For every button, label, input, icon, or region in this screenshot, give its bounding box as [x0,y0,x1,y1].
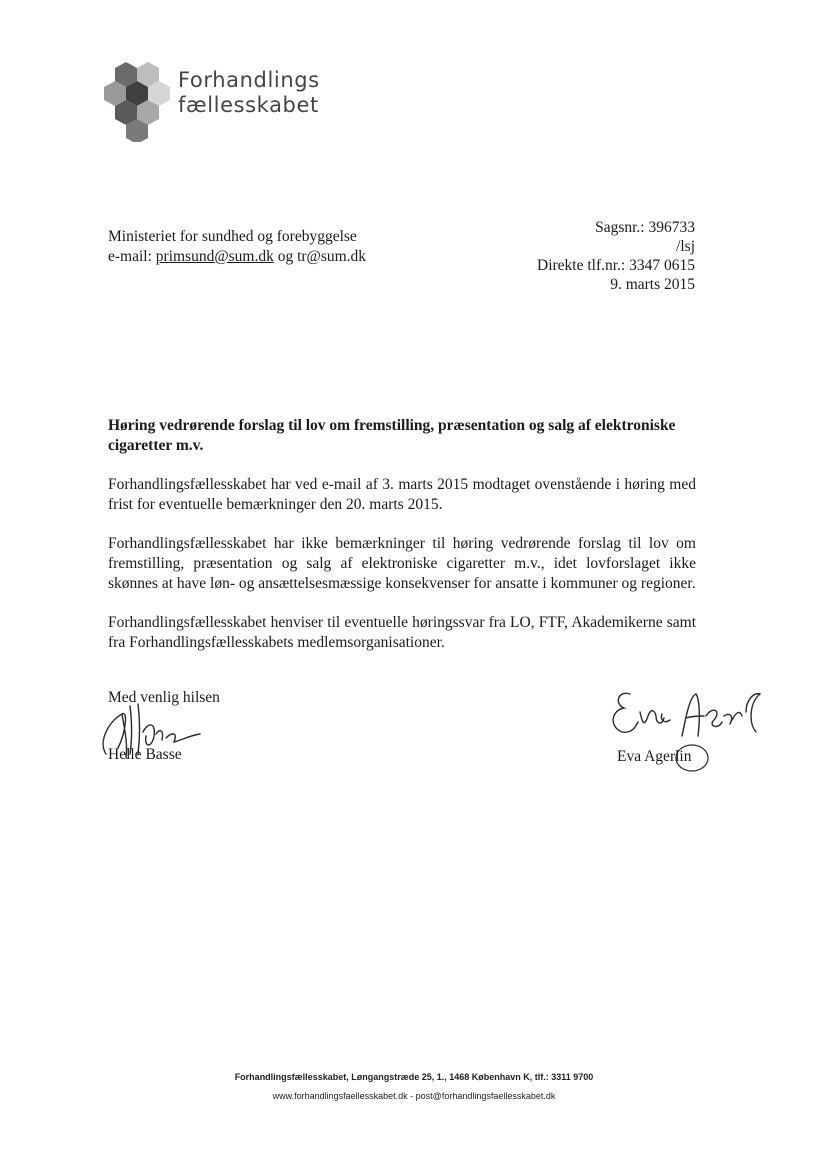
reference-block [537,218,695,294]
signatory-2-name: Eva Agerlin [617,748,692,765]
letter-body [108,416,696,672]
email-label: e-mail: [108,248,152,265]
email-link-secondary[interactable]: tr@sum.dk [297,248,367,265]
email-join-word: og [277,248,294,265]
closing-greeting: Med venlig hilsen [108,689,220,706]
letter-footer [0,1068,828,1106]
paragraph-3: Forhandlingsfællesskabet henviser til eventuelle høringssvar fra LO, FTF, Akademikerne samt fra Forhandlingsfællesskabets medlemsorganisationer. [108,614,696,651]
paragraph-1: Forhandlingsfællesskabet har ved e-mail af 3. marts 2015 modtaget ovenstående i høring med frist for eventuelle bemærkninger den 20. marts 2015. [108,476,696,513]
footer-web-contact: www.forhandlingsfaellesskabet.dk - post@forhandlingsfaellesskabet.dk [272,1091,556,1101]
logo-text-line1: Forhandlings [178,68,320,92]
organization-logo [104,58,344,142]
paragraph-2: Forhandlingsfællesskabet har ikke bemærkninger til høring vedrørende forslag til lov om fremstilling, præsentation og salg af elektroniske cigaretter m.v., idet lovforslaget ikke skønnes at have løn- og ansættelsesmæssige konsekvenser for ansatte i kommuner og regioner. [108,535,696,592]
direct-phone: Direkte tlf.nr.: 3347 0615 [537,257,695,274]
signatory-1-name: Helle Basse [108,746,182,763]
recipient-name: Ministeriet for sundhed og forebyggelse [108,228,357,245]
logo-text-line2: fællesskabet [178,93,319,117]
initials: /lsj [676,238,695,255]
letter-subject: Høring vedrørende forslag til lov om fremstilling, præsentation og salg af elektroniske cigaretter m.v. [108,417,676,454]
hexagon-cluster-icon [104,58,170,142]
email-link-primary[interactable]: primsund@sum.dk [155,248,274,265]
recipient-block [108,227,366,267]
case-number: Sagsnr.: 396733 [595,219,695,236]
footer-address: Forhandlingsfællesskabet, Løngangstræde 25, 1., 1468 København K, tlf.: 3311 9700 [234,1072,594,1082]
letter-date: 9. marts 2015 [610,276,695,293]
recipient-email-line [108,247,366,267]
